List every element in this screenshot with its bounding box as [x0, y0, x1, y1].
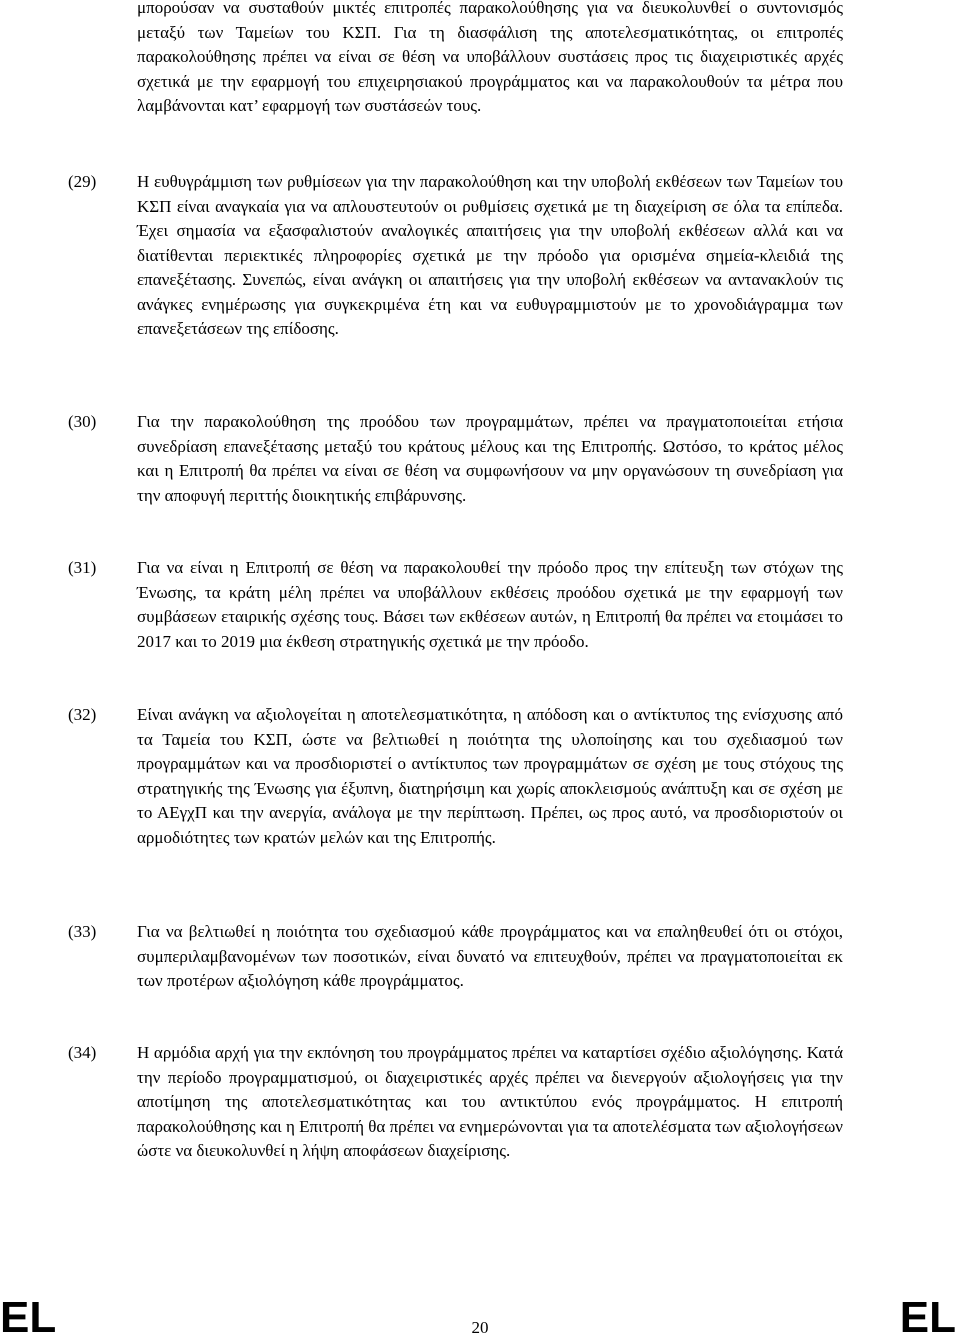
paragraph-number: (30) [68, 412, 97, 431]
paragraph-number: (33) [68, 922, 97, 941]
paragraph-text: Είναι ανάγκη να αξιολογείται η αποτελεσματικότητα, η απόδοση και ο αντίκτυπος της ενίσχυσης από τα Ταμεία του ΚΣΠ, ώστε να βελτιωθεί η ποιότητα της υλοποίησης και του σχεδιασμού των προγραμμάτων και να προσδιοριστεί ο αντίκτυπος των προγραμμάτων σε σχέση με τους στόχους της στρατηγικής της Ένωσης για έξυπνη, διατηρήσιμη και χωρίς αποκλεισμούς ανάπτυξη και σε σχέση με το ΑΕγχΠ και την ανεργία, ανάλογα με την περίπτωση. Πρέπει, ως προς αυτό, να προσδιοριστούν οι αρμοδιότητες των κρατών μελών και της Επιτροπής. [137, 705, 843, 847]
paragraph-number: (34) [68, 1043, 97, 1062]
paragraph-text: Για να βελτιωθεί η ποιότητα του σχεδιασμού κάθε προγράμματος και να επαληθευθεί ότι οι στόχοι, συμπεριλαμβανομένων των ποσοτικών, είναι δυνατό να επιτευχθούν, πρέπει να πραγματοποιείται εκ των προτέρων αξιολόγηση κάθε προγράμματος. [137, 922, 843, 990]
paragraph-text: Για να είναι η Επιτροπή σε θέση να παρακολουθεί την πρόοδο προς την επίτευξη των στόχων της Ένωσης, τα κράτη μέλη πρέπει να υποβάλλουν εκθέσεις προόδου σχετικά με την εφαρμογή των συμβάσεων εταιρικής σχέσης τους. Βάσει των εκθέσεων αυτών, η Επιτροπή θα πρέπει να ετοιμάσει το 2017 και το 2019 μια έκθεση στρατηγικής σχετικά με την πρόοδο. [137, 558, 843, 651]
footer-language-right: EL [899, 1293, 956, 1342]
paragraph-text: Η αρμόδια αρχή για την εκπόνηση του προγράμματος πρέπει να καταρτίσει σχέδιο αξιολόγησης. Κατά την περίοδο προγραμματισμού, οι διαχειριστικές αρχές πρέπει να διενεργούν αξιολογήσεις για την αποτίμηση της αποτελεσματικότητας και του αντικτύπου ενός προγράμματος. Η επιτροπή παρακολούθησης και η Επιτροπή θα πρέπει να ενημερώνονται για τα αποτελέσματα των αξιολογήσεων ώστε να διευκολυνθεί η λήψη αποφάσεων διαχείρισης. [137, 1043, 843, 1160]
page-number: 20 [471, 1318, 489, 1337]
paragraph-text: Η ευθυγράμμιση των ρυθμίσεων για την παρακολούθηση και την υποβολή εκθέσεων των Ταμείων του ΚΣΠ είναι αναγκαία για να απλουστευτούν οι ρυθμίσεις σχετικά με τη διαχείριση σε όλα τα επίπεδα. Έχει σημασία να εξασφαλιστούν αναλογικές απαιτήσεις για την υποβολή εκθέσεων αλλά και να διατίθενται περιεκτικές πληροφορίες σχετικά με την πρόοδο για ορισμένα σημεία-κλειδιά της επανεξέτασης. Συνεπώς, είναι ανάγκη οι απαιτήσεις για την υποβολή εκθέσεων να αντανακλούν τις ανάγκες ενημέρωσης για συγκεκριμένα έτη και να ευθυγραμμιστούν με το χρονοδιάγραμμα των επανεξετάσεων της επίδοσης. [137, 172, 843, 338]
footer-language-left: EL [0, 1293, 57, 1342]
paragraph-number: (31) [68, 558, 97, 577]
paragraph-text: Για την παρακολούθηση της προόδου των προγραμμάτων, πρέπει να πραγματοποιείται ετήσια συνεδρίαση επανεξέτασης μεταξύ του κράτους μέλους και της Επιτροπής. Ωστόσο, το κράτος μέλος και η Επιτροπή θα πρέπει να είναι σε θέση να συμφωνήσουν να μην οργανώσουν τη συνεδρίαση για την αποφυγή περιττής διοικητικής επιβάρυνσης. [137, 412, 843, 505]
paragraph-number: (32) [68, 705, 97, 724]
continuation-paragraph: μπορούσαν να συσταθούν μικτές επιτροπές παρακολούθησης για να διευκολυνθεί ο συντονισμός μεταξύ των Ταμείων του ΚΣΠ. Για τη διασφάλιση της αποτελεσματικότητας, οι επιτροπές παρακολούθησης πρέπει να είναι σε θέση να υποβάλλουν συστάσεις προς τις διαχειριστικές αρχές σχετικά με την εφαρμογή του επιχειρησιακού προγράμματος και να παρακολουθούν τα μέτρα που λαμβάνονται κατ’ εφαρμογή των συστάσεών τους. [137, 0, 843, 115]
paragraph-number: (29) [68, 172, 97, 191]
